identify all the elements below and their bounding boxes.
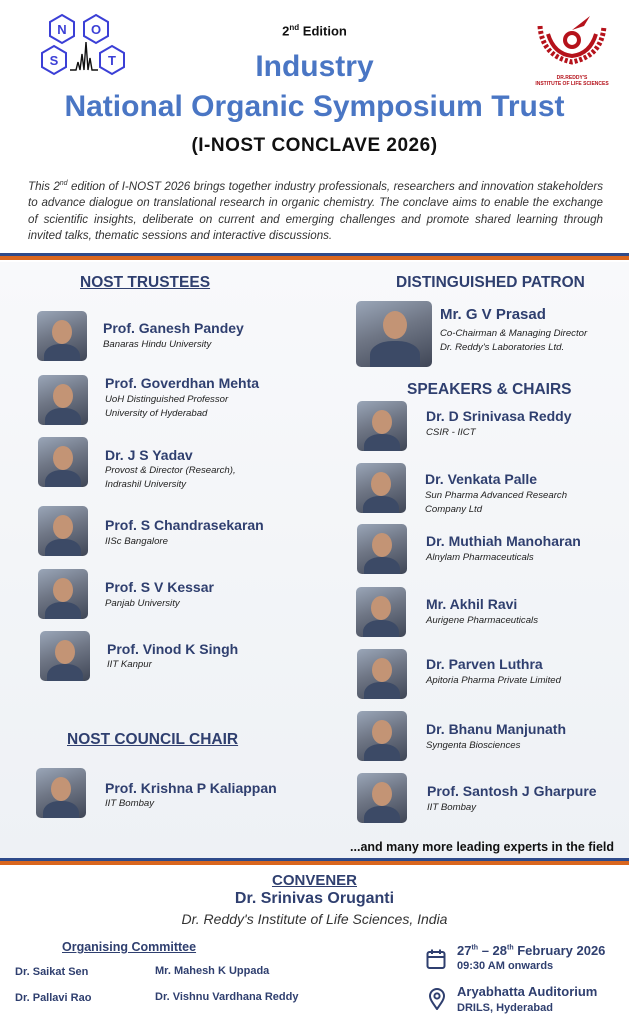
top-divider-band (0, 253, 629, 260)
calendar-icon (426, 948, 446, 970)
speakers-heading: SPEAKERS & CHAIRS (407, 381, 572, 398)
photo-bhanu-manjunath (357, 711, 407, 761)
speaker-affiliation: IIT Bombay (427, 802, 477, 813)
photo-parven-luthra (357, 649, 407, 699)
patron-affiliation: Dr. Reddy's Laboratories Ltd. (440, 342, 565, 353)
photo-d-srinivasa-reddy (357, 401, 407, 451)
trustee-name: Prof. S V Kessar (105, 579, 214, 595)
photo-vinod-k-singh (40, 631, 90, 681)
photo-muthiah-manoharan (357, 524, 407, 574)
photo-js-yadav (38, 437, 88, 487)
speaker-name: Dr. Venkata Palle (425, 471, 538, 487)
logo-letter-n: N (57, 22, 67, 37)
photo-ganesh-pandey (37, 311, 87, 361)
speaker-affiliation: Sun Pharma Advanced Research (425, 490, 568, 501)
more-experts-note: ...and many more leading experts in the field (350, 840, 614, 854)
trustee-name: Prof. S Chandrasekaran (105, 517, 264, 533)
trustee-name: Prof. Vinod K Singh (107, 641, 239, 657)
trustee-affiliation: Banaras Hindu University (103, 339, 212, 350)
photo-krishna-kaliappan (36, 768, 86, 818)
drils-logo-caption: DR.REDDY'S INSTITUTE OF LIFE SCIENCES (535, 75, 609, 87)
trustee-affiliation: University of Hyderabad (105, 408, 208, 419)
intro-paragraph: This 2nd edition of I-NOST 2026 brings together industry professionals, researchers and innovation stakeholders to advance dialogue on translational research in organic chemistry. The conclave aims to enable the exchange of scientific insights, deliberate on current and emerging challenges and promote shared learning through invited talks, thematic sessions and interactive discussions. (28, 179, 603, 243)
trustee-name: Prof. Goverdhan Mehta (105, 375, 260, 391)
speaker-name: Dr. Parven Luthra (426, 656, 543, 672)
logo-letter-s: S (49, 53, 59, 68)
logo-letter-t: T (108, 53, 116, 68)
speaker-affiliation: CSIR - IICT (426, 427, 476, 438)
title-main: National Organic Symposium Trust (64, 90, 565, 123)
council-chair-affiliation: IIT Bombay (105, 798, 155, 809)
patron-name: Mr. G V Prasad (440, 306, 546, 323)
title-conclave: (I-NOST CONCLAVE 2026) (191, 135, 438, 156)
speaker-affiliation: Company Ltd (425, 504, 483, 515)
patron-affiliation: Co-Chairman & Managing Director (440, 328, 588, 339)
speaker-affiliation: Alnylam Pharmaceuticals (426, 552, 534, 563)
organising-heading: Organising Committee (62, 940, 197, 954)
trustee-affiliation: Indrashil University (105, 479, 187, 490)
speaker-name: Prof. Santosh J Gharpure (427, 783, 597, 799)
trustee-affiliation: IIT Kanpur (107, 659, 152, 670)
organiser-pallavi-rao: Dr. Pallavi Rao (15, 992, 92, 1004)
organiser-saikat-sen: Dr. Saikat Sen (15, 966, 89, 978)
speaker-name: Dr. Bhanu Manjunath (426, 721, 566, 737)
trustee-affiliation: UoH Distinguished Professor (105, 394, 229, 405)
edition-label: 2nd Edition (282, 23, 347, 39)
speaker-affiliation: Syngenta Biosciences (426, 740, 521, 751)
logo-letter-o: O (90, 22, 102, 37)
event-venue: Aryabhatta Auditorium (457, 984, 598, 999)
event-date: 27th – 28th February 2026 (457, 943, 606, 958)
convener-heading: CONVENER (271, 872, 357, 889)
title-industry: Industry (255, 50, 374, 83)
council-chair-name: Prof. Krishna P Kaliappan (105, 780, 277, 796)
location-pin-icon (428, 988, 446, 1010)
photo-sv-kessar (38, 569, 88, 619)
event-time: 09:30 AM onwards (457, 960, 554, 972)
speaker-affiliation: Apitoria Pharma Private Limited (426, 675, 561, 686)
event-venue-sub: DRILS, Hyderabad (457, 1002, 553, 1014)
convener-institute: Dr. Reddy's Institute of Life Sciences, India (181, 911, 448, 927)
trustees-heading: NOST TRUSTEES (80, 274, 211, 291)
photo-s-chandrasekaran (38, 506, 88, 556)
photo-venkata-palle (356, 463, 406, 513)
trustee-name: Prof. Ganesh Pandey (103, 320, 244, 336)
trustee-affiliation: IISc Bangalore (105, 536, 168, 547)
photo-santosh-gharpure (357, 773, 407, 823)
bottom-divider-band (0, 858, 629, 865)
organiser-mahesh-uppada: Mr. Mahesh K Uppada (155, 965, 270, 977)
patron-heading: DISTINGUISHED PATRON (396, 274, 585, 291)
photo-akhil-ravi (356, 587, 406, 637)
photo-goverdhan-mehta (38, 375, 88, 425)
trustee-name: Dr. J S Yadav (105, 447, 193, 463)
council-heading: NOST COUNCIL CHAIR (67, 731, 239, 748)
convener-name: Dr. Srinivas Oruganti (234, 890, 395, 907)
speaker-affiliation: Aurigene Pharmaceuticals (426, 615, 538, 626)
trustee-affiliation: Panjab University (105, 598, 180, 609)
speaker-name: Dr. D Srinivasa Reddy (426, 408, 572, 424)
trustee-affiliation: Provost & Director (Research), (105, 465, 236, 476)
photo-gv-prasad (356, 301, 432, 367)
speaker-name: Mr. Akhil Ravi (426, 596, 518, 612)
organiser-vishnu-reddy: Dr. Vishnu Vardhana Reddy (155, 991, 299, 1003)
speaker-name: Dr. Muthiah Manoharan (426, 533, 581, 549)
